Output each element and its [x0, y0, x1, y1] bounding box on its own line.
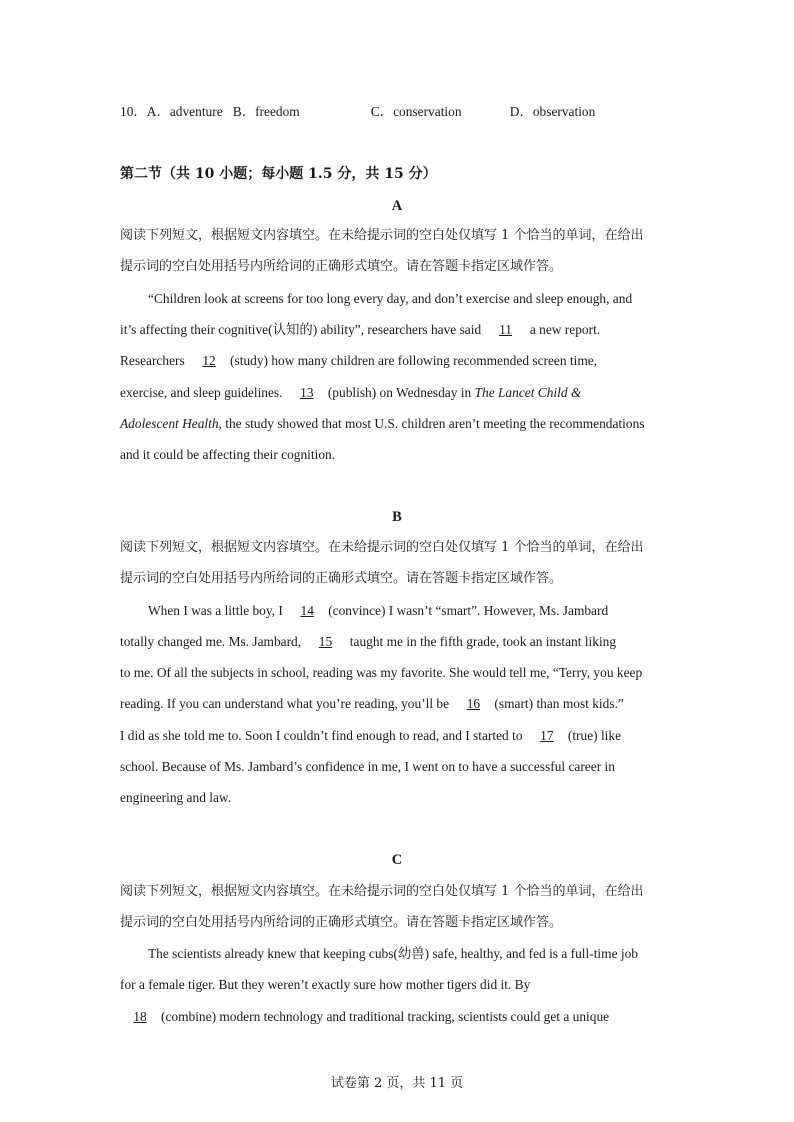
passage-a-line: it’s affecting their cognitive(认知的) ability”, researchers have said 11 a new report. [120, 322, 601, 337]
passage-a-line: and it could be affecting their cognition. [120, 447, 336, 462]
blank-18[interactable]: 18 [133, 1009, 147, 1024]
passage-a-line: exercise, and sleep guidelines. 13 (publish) on Wednesday in The Lancet Child & [120, 385, 582, 400]
passage-b-line: engineering and law. [120, 790, 232, 805]
instructions-a-line1: 阅读下列短文，根据短文内容填空。在未给提示词的空白处仅填写 1 个恰当的单词，在给出 [120, 228, 644, 243]
passage-b-line: totally changed me. Ms. Jambard, 15 taught me in the fifth grade, took an instant liking [120, 634, 617, 649]
question-number: 10． [120, 104, 147, 119]
instructions-c-line1: 阅读下列短文，根据短文内容填空。在未给提示词的空白处仅填写 1 个恰当的单词，在给出 [120, 884, 644, 899]
passage-b-label: B [392, 509, 402, 525]
blank-13[interactable]: 13 [300, 385, 314, 400]
instructions-c-line2: 提示词的空白处用括号内所给词的正确形式填空。请在答题卡指定区域作答。 [120, 915, 563, 930]
passage-b-line: to me. Of all the subjects in school, reading was my favorite. She would tell me, “Terry, you keep [120, 665, 643, 680]
blank-11[interactable]: 11 [499, 322, 512, 337]
passage-c-label: C [391, 852, 403, 868]
passage-c-line: 18 (combine) modern technology and traditional tracking, scientists could get a unique [120, 1008, 609, 1026]
instructions-b-line1: 阅读下列短文，根据短文内容填空。在未给提示词的空白处仅填写 1 个恰当的单词，在给出 [120, 540, 644, 555]
passage-b-line: school. Because of Ms. Jambard’s confidence in me, I went on to have a successful career in [120, 759, 615, 774]
option-d: D．observation [509, 104, 596, 119]
passage-b-line: When I was a little boy, I 14 (convince) I wasn’t “smart”. However, Ms. Jambard [148, 603, 609, 618]
instructions-a-line2: 提示词的空白处用括号内所给词的正确形式填空。请在答题卡指定区域作答。 [120, 259, 563, 274]
blank-14[interactable]: 14 [300, 603, 314, 618]
page-footer: 试卷第 2 页，共 11 页 [330, 1076, 464, 1091]
option-b: B．freedom [232, 104, 300, 119]
blank-15[interactable]: 15 [318, 634, 333, 649]
passage-b-line: reading. If you can understand what you’re reading, you’ll be 16 (smart) than most kids.” [120, 696, 624, 711]
passage-c-line: The scientists already knew that keeping cubs(幼兽) safe, healthy, and fed is a full-time job [148, 946, 638, 961]
section-header: 第二节（共 10 小题；每小题 1.5 分，共 15 分） [120, 166, 437, 182]
blank-16[interactable]: 16 [466, 696, 481, 711]
passage-a-line: “Children look at screens for too long every day, and don’t exercise and sleep enough, and [148, 291, 633, 306]
blank-12[interactable]: 12 [202, 353, 216, 368]
question-10 [120, 103, 595, 121]
passage-b-line: I did as she told me to. Soon I couldn’t find enough to read, and I started to 17 (true) like [120, 728, 622, 743]
journal-title: The Lancet Child & [474, 385, 582, 400]
passage-a-label: A [391, 198, 403, 214]
option-a: A．adventure [146, 104, 223, 119]
journal-title: Adolescent Health [120, 416, 219, 431]
blank-17[interactable]: 17 [540, 728, 554, 743]
passage-c-line: for a female tiger. But they weren’t exactly sure how mother tigers did it. By [120, 977, 531, 992]
instructions-b-line2: 提示词的空白处用括号内所给词的正确形式填空。请在答题卡指定区域作答。 [120, 571, 563, 586]
passage-a-line: Adolescent Health, the study showed that most U.S. children aren’t meeting the recommendations [120, 416, 645, 431]
option-c: C．conservation [370, 104, 462, 119]
passage-a-line: Researchers 12 (study) how many children are following recommended screen time, [120, 353, 598, 368]
